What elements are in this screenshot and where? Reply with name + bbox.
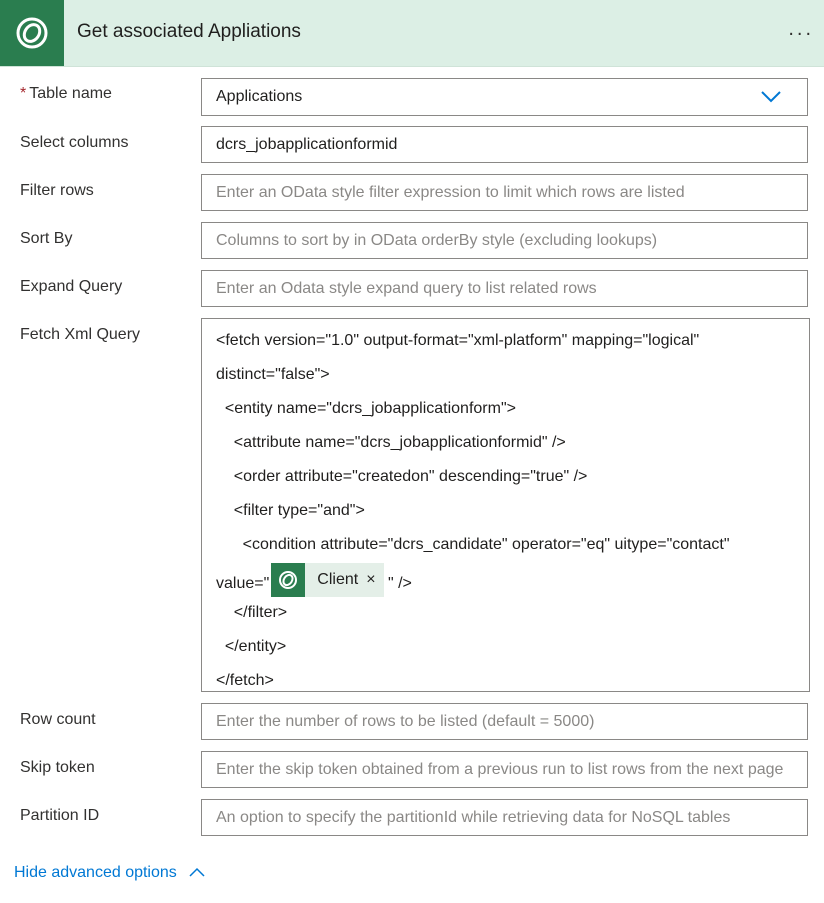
- partition-id-input[interactable]: An option to specify the partitionId while retrieving data for NoSQL tables: [201, 799, 808, 836]
- xml-line: <entity name="dcrs_jobapplicationform">: [216, 400, 516, 417]
- xml-value-prefix: value=": [216, 575, 270, 593]
- xml-line: <filter type="and">: [216, 502, 365, 519]
- sort-by-input[interactable]: Columns to sort by in OData orderBy style (excluding lookups): [201, 222, 808, 259]
- client-token[interactable]: [271, 563, 383, 597]
- row-count-input[interactable]: Enter the number of rows to be listed (default = 5000): [201, 703, 808, 740]
- more-options-icon[interactable]: ...: [788, 18, 814, 40]
- action-header[interactable]: [0, 0, 824, 67]
- skip-token-label: Skip token: [20, 759, 95, 776]
- hide-advanced-options-link[interactable]: [14, 864, 205, 882]
- table-name-select[interactable]: [201, 78, 808, 116]
- xml-line: </fetch>: [216, 672, 274, 689]
- xml-line: <condition attribute="dcrs_candidate" operator="eq" uitype="contact": [216, 536, 730, 553]
- table-name-value: Applications: [216, 88, 303, 105]
- xml-line: <attribute name="dcrs_jobapplicationformid" />: [216, 434, 566, 451]
- sort-by-label: Sort By: [20, 230, 73, 247]
- row-count-label: Row count: [20, 711, 96, 728]
- fetch-xml-label: Fetch Xml Query: [20, 326, 141, 343]
- filter-rows-label: Filter rows: [20, 182, 94, 199]
- chevron-down-icon[interactable]: [761, 91, 781, 103]
- skip-token-input[interactable]: Enter the skip token obtained from a previous run to list rows from the next page: [201, 751, 808, 788]
- select-columns-input[interactable]: dcrs_jobapplicationformid: [201, 126, 808, 163]
- table-name-label-text: Table name: [29, 85, 112, 102]
- dataverse-token-icon: [271, 563, 305, 597]
- dataverse-logo-icon: [0, 0, 64, 66]
- xml-line-with-token: [216, 567, 809, 601]
- expand-query-input[interactable]: Enter an Odata style expand query to list related rows: [201, 270, 808, 307]
- xml-line: <order attribute="createdon" descending="true" />: [216, 468, 588, 485]
- action-title: Get associated Appliations: [77, 21, 301, 42]
- xml-line: distinct="false">: [216, 366, 330, 383]
- expand-query-label: Expand Query: [20, 278, 123, 295]
- xml-line: </filter>: [216, 604, 288, 621]
- select-columns-label: Select columns: [20, 134, 129, 151]
- xml-value-suffix: " />: [383, 575, 412, 593]
- filter-rows-input[interactable]: Enter an OData style filter expression to limit which rows are listed: [201, 174, 808, 211]
- table-name-label: [20, 85, 112, 103]
- fetch-xml-editor[interactable]: [201, 318, 810, 692]
- remove-token-icon[interactable]: ×: [366, 571, 376, 588]
- hide-advanced-options-label: Hide advanced options: [14, 864, 177, 881]
- partition-id-label: Partition ID: [20, 807, 100, 824]
- client-token-label: Client: [317, 571, 359, 588]
- required-marker: *: [20, 85, 27, 102]
- chevron-up-icon: [189, 867, 205, 877]
- xml-line: </entity>: [216, 638, 287, 655]
- xml-line: <fetch version="1.0" output-format="xml-platform" mapping="logical": [216, 332, 700, 349]
